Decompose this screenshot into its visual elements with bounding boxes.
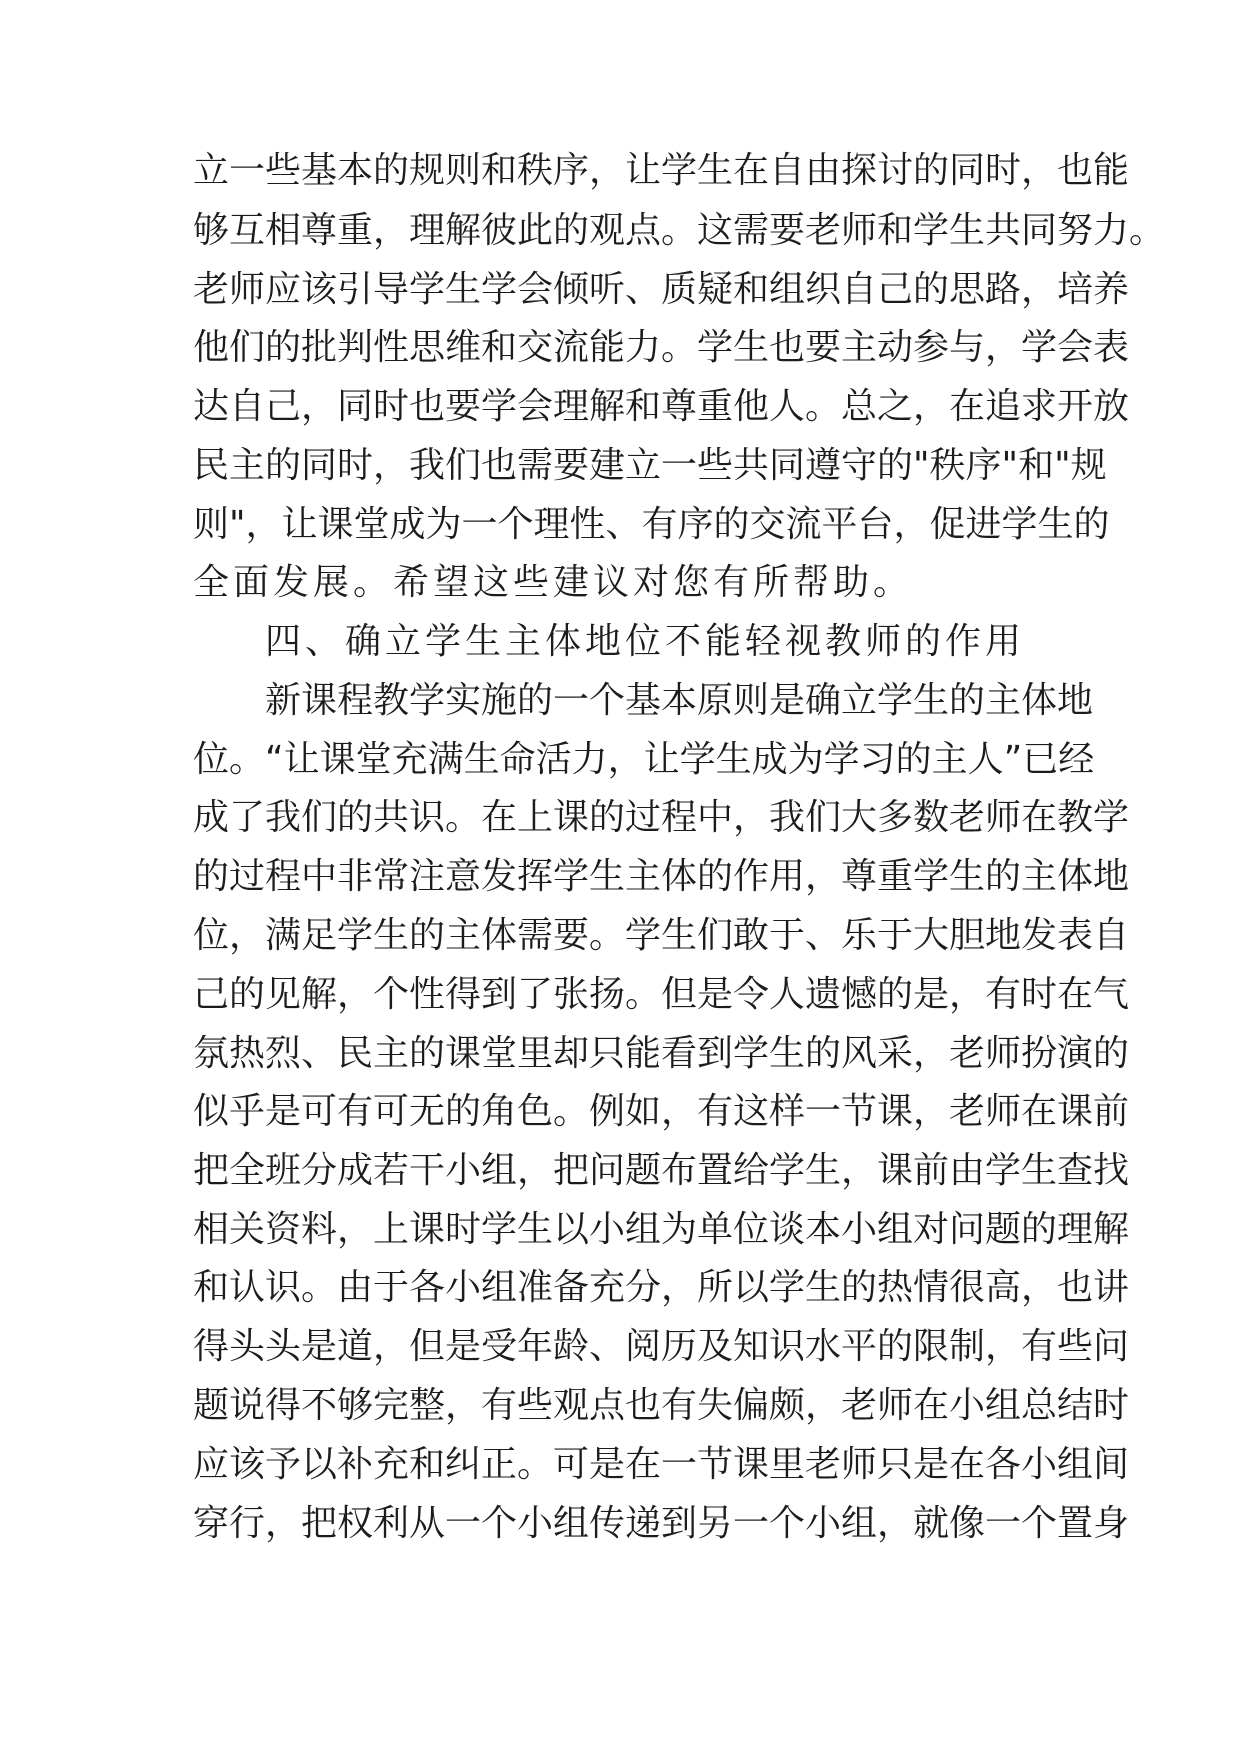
text-line: 老师应该引导学生学会倾听、质疑和组织自己的思路，培养: [193, 269, 1130, 310]
text-line: 相关资料，上课时学生以小组为单位谈本小组对问题的理解: [193, 1209, 1130, 1250]
text-line: 己的见解，个性得到了张扬。但是令人遗憾的是，有时在气: [193, 974, 1130, 1015]
text-line: 应该予以补充和纠正。可是在一节课里老师只是在各小组间: [193, 1444, 1130, 1485]
text-line: 位。“让课堂充满生命活力，让学生成为学习的主人”已经: [193, 739, 1095, 780]
text-line: 和认识。由于各小组准备充分，所以学生的热情很高，也讲: [193, 1267, 1130, 1308]
text-line: 立一些基本的规则和秩序，让学生在自由探讨的同时，也能: [193, 150, 1130, 191]
text-line: 把全班分成若干小组，把问题布置给学生，课前由学生查找: [193, 1150, 1130, 1191]
text-line: 成了我们的共识。在上课的过程中，我们大多数老师在教学: [193, 797, 1130, 838]
text-line: 的过程中非常注意发挥学生主体的作用，尊重学生的主体地: [193, 856, 1130, 897]
section-heading: 四、确立学生主体地位不能轻视教师的作用: [265, 621, 1026, 662]
text-line: 则"，让课堂成为一个理性、有序的交流平台，促进学生的: [193, 504, 1110, 545]
text-line: 氛热烈、民主的课堂里却只能看到学生的风采，老师扮演的: [193, 1033, 1130, 1074]
text-line: 他们的批判性思维和交流能力。学生也要主动参与，学会表: [193, 327, 1130, 368]
text-line: 题说得不够完整，有些观点也有失偏颇，老师在小组总结时: [193, 1385, 1130, 1426]
text-line: 得头头是道，但是受年龄、阅历及知识水平的限制，有些问: [193, 1326, 1130, 1367]
text-line: 穿行，把权利从一个小组传递到另一个小组，就像一个置身: [193, 1503, 1130, 1544]
text-line: 位，满足学生的主体需要。学生们敢于、乐于大胆地发表自: [193, 915, 1130, 956]
text-line: 够互相尊重，理解彼此的观点。这需要老师和学生共同努力。: [193, 210, 1166, 251]
text-line: 新课程教学实施的一个基本原则是确立学生的主体地: [265, 680, 1094, 721]
text-line: 达自己，同时也要学会理解和尊重他人。总之，在追求开放: [193, 386, 1130, 427]
text-line: 民主的同时，我们也需要建立一些共同遵守的"秩序"和"规: [193, 445, 1107, 486]
text-line: 全面发展。希望这些建议对您有所帮助。: [193, 562, 914, 603]
text-line: 似乎是可有可无的角色。例如，有这样一节课，老师在课前: [193, 1091, 1130, 1132]
